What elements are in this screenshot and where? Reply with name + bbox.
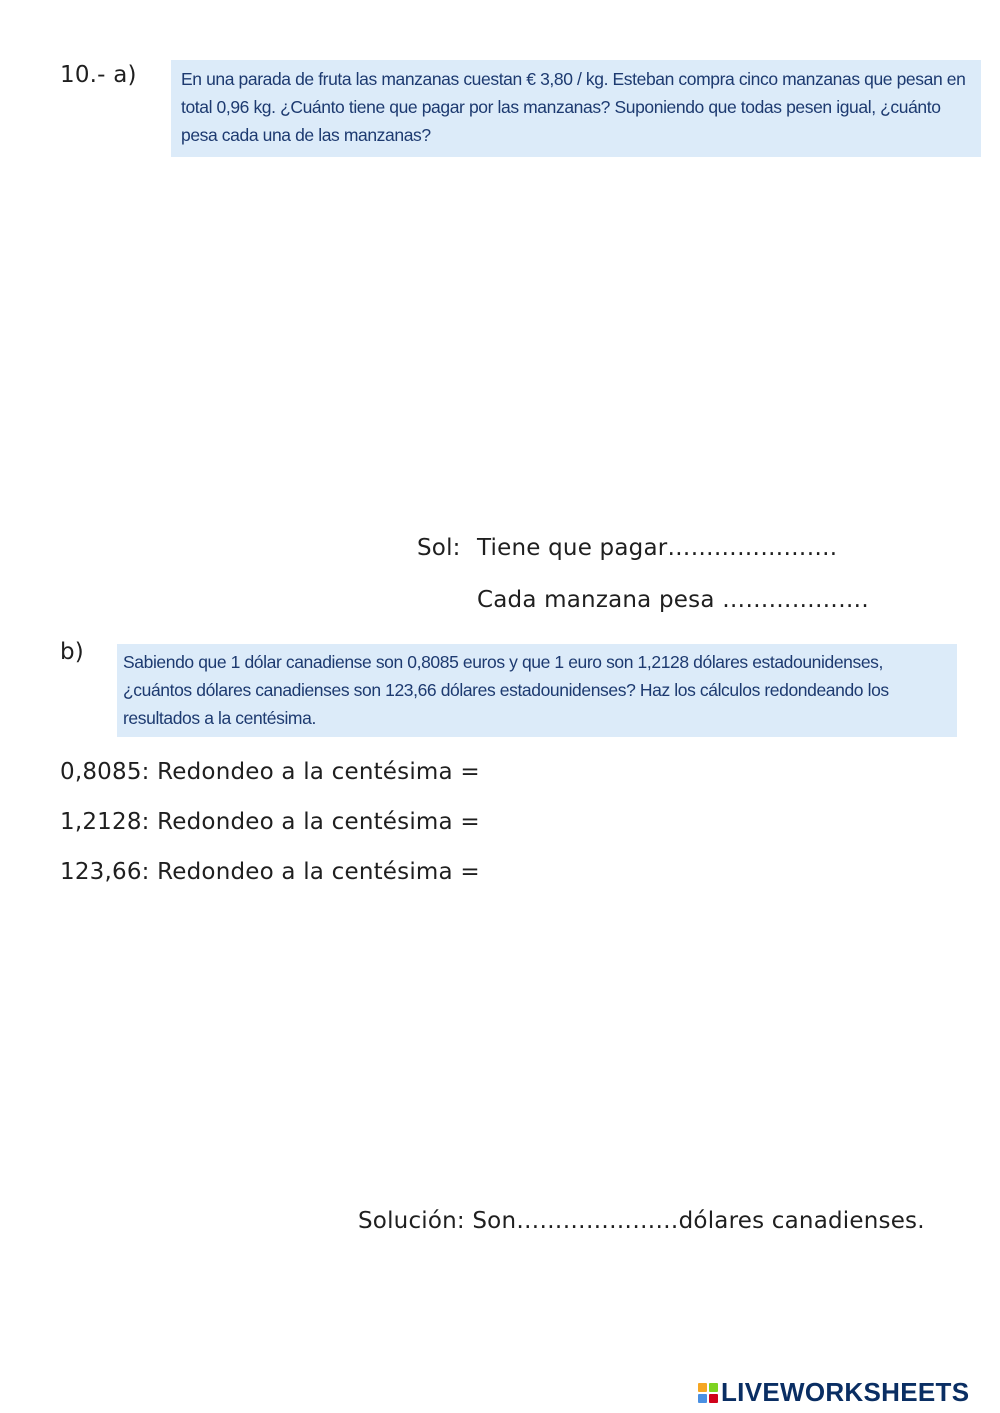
question-b-prompt: Sabiendo que 1 dólar canadiense son 0,8085 euros y que 1 euro son 1,2128 dólares estadounidenses, ¿cuántos dólares canadienses son 123,66 dólares estadounidenses? Haz los cálculos redondeando los resultados a la centésima. [117, 644, 957, 737]
question-a-prompt: En una parada de fruta las manzanas cuestan € 3,80 / kg. Esteban compra cinco manzanas que pesan en total 0,96 kg. ¿Cuánto tiene que pagar por las manzanas? Suponiendo que todas pesen igual, ¿cuánto pesa cada una de las manzanas? [171, 60, 981, 157]
rounding-line-1: 0,8085: Redondeo a la centésima = [60, 759, 480, 785]
question-a-label: 10.- a) [60, 62, 137, 88]
rounding-line-2: 1,2128: Redondeo a la centésima = [60, 809, 480, 835]
solution-line: Solución: Son…………………dólares canadienses. [358, 1208, 925, 1234]
liveworksheets-logo-text: LIVEWORKSHEETS [721, 1377, 970, 1407]
sol-label: Sol: [417, 535, 461, 561]
answer-pay-line: Tiene que pagar…………………. [477, 535, 838, 561]
liveworksheets-logo-icon [698, 1383, 718, 1403]
liveworksheets-logo [698, 1377, 969, 1408]
rounding-line-3: 123,66: Redondeo a la centésima = [60, 859, 480, 885]
answer-weight-line: Cada manzana pesa ………………. [477, 587, 869, 613]
question-b-label: b) [60, 639, 84, 665]
